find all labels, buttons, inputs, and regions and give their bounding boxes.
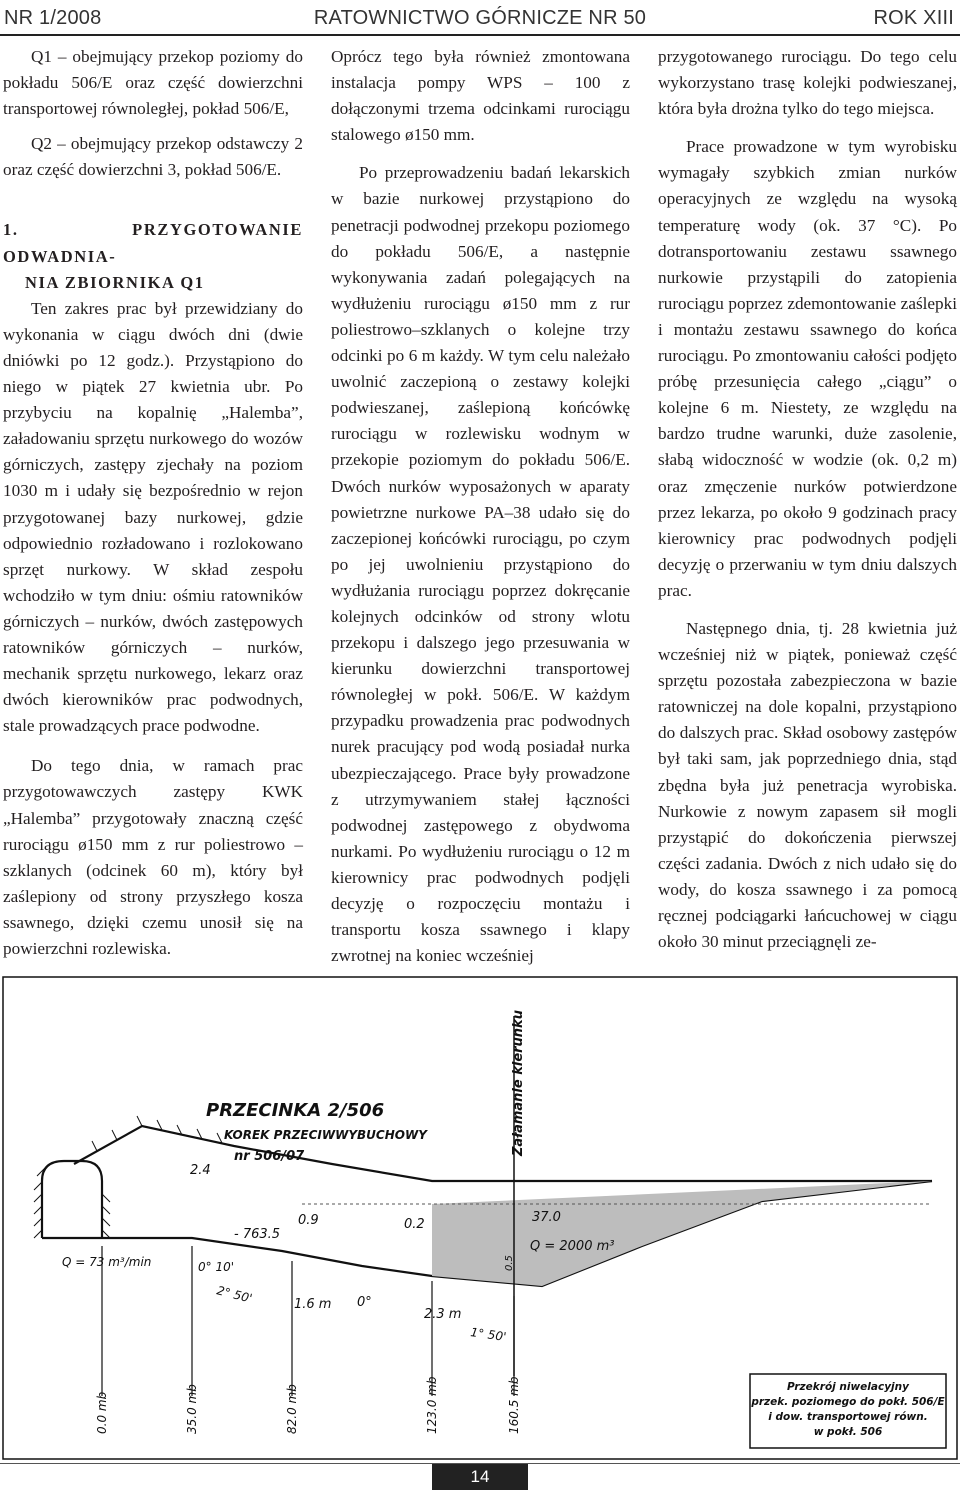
angle-zero: 0° [357, 1295, 372, 1310]
height-0-5: 0.5 [504, 1255, 515, 1271]
header-rule [0, 34, 960, 36]
angle-1-50: 1° 50' [469, 1325, 508, 1344]
flow-rate-left: Q = 73 m³/min [62, 1255, 152, 1269]
station-123-0: 123.0 mb [425, 1376, 439, 1434]
cross-section-drawing [2, 976, 958, 1460]
section-heading-line-2: NIA ZBIORNIKA Q1 [25, 272, 205, 292]
height-0-9: 0.9 [298, 1213, 319, 1228]
angle-0-10: 0° 10' [198, 1260, 235, 1274]
caption-line-3: i dow. transportowej równ. [768, 1411, 928, 1423]
section-heading [3, 217, 303, 295]
paragraph-pipeline: Do tego dnia, w ramach prac przygotowawczych zastępy KWK „Halemba” przygotowały znaczną część rurociągu ø150 mm z rur poliestrowo – szklanych (odcinek 60 m), który był zaślepiony od strony przyszłego kosza ssawnego, dzięki czemu unosił się na powierzchni rozlewiska. [3, 756, 303, 958]
paragraph-temperature: Prace prowadzone w tym wyrobisku wymagały szybkich zmian nurków operacyjnych ze względu na wysoką temperaturę wody (ok. 37 °C). Po dotransportowaniu zestawu ssawnego nurkowie przystąpili do zatopienia rurociągu poprzez zdemontowanie zaślepki i montażu zestawu ssawnego do końca rurociągu. Po zmontowaniu całości podjęto próbę przesunięcia całego „ciągu” o kolejne 6 m. Niestety, ze względu na bardzo trudne warunki, duże zasolenie, słabą widoczność w wodzie (ok. 0,2 m) oraz zmęczenie nurków potwierdzone przez lekarza, po około 9 godzinach pracy kierownicy prac podwodnych podjęli decyzję o przerwaniu w tym dniu dalszych prac. [658, 137, 957, 600]
text-column-2 [331, 44, 630, 969]
portal-hatching [34, 1168, 110, 1238]
distance-763-5: - 763.5 [234, 1227, 281, 1242]
caption-line-4: w pokł. 506 [813, 1426, 883, 1438]
tunnel-portal [42, 1161, 102, 1238]
height-0-2: 0.2 [404, 1217, 425, 1232]
paragraph-pump: Oprócz tego była również zmontowana instalacja pompy WPS – 100 z dołączonymi trzema odcinkami rurociągu stalowego ø150 mm. [331, 47, 630, 145]
distance-1-6: 1.6 m [294, 1297, 332, 1312]
angle-2-50: 2° 50' [215, 1283, 254, 1306]
caption-line-2: przek. poziomego do pokł. 506/E [751, 1396, 945, 1408]
plug-label-2: nr 506/07 [234, 1149, 305, 1164]
journal-title: RATOWNICTWO GÓRNICZE NR 50 [313, 7, 647, 29]
length-37-0: 37.0 [532, 1210, 561, 1225]
page-header [0, 0, 960, 36]
paragraph-next-day: Następnego dnia, tj. 28 kwietnia już wcześniej niż w piątek, ponieważ część sprzętu pozostała zabezpieczona w bazie ratowniczej na dole kopalni, przystąpiono do dalszych prac. Skład osobowy zastępów był taki sam, jak poprzedniego dnia, stąd zbędna była już penetracja wyrobiska. Nurkowie z nowym zapasem sił mogli przystąpić do dokończenia pierwszej części zadania. Dwóch z nich udało się do wody, do kosza ssawnego i za pomocą ręcznej podciągarki łańcuchowej w ciągu około 30 minut przeciągnęli ze- [658, 618, 957, 952]
caption-line-1: Przekrój niwelacyjny [787, 1381, 909, 1393]
paragraph-route: przygotowanego rurociągu. Do tego celu wykorzystano trasę kolejki podwieszanej, która była drożna tylko do tego miejsca. [658, 47, 957, 119]
station-0-0: 0.0 mb [95, 1391, 109, 1434]
distance-2-3: 2.3 m [424, 1307, 462, 1322]
roof-hatching [92, 1116, 222, 1151]
height-2-4: 2.4 [190, 1163, 211, 1178]
paragraph-penetration: Po przeprowadzeniu badań lekarskich w bazie nurkowej przystąpiono do penetracji podwodnej przekopu poziomego do pokładu 506/E, a następnie wykonywania zadań polegających na wydłużeniu rurociągu ø150 mm z rur poliestrowo–szklanych o kolejne trzy odcinki po 6 m każdy. W tym celu należało uwolnić zaczepioną o zestawy kolejki podwieszanej, zaślepioną końcówkę rurociągu w rozlewisku wodnym w przekopie poziomym do pokładu 506/E. Dwóch nurków wyposażonych w aparaty powietrzne nurkowe PA–38 udało się do zaczepionej końcówki rurociągu, po czym po jej uwolnieniu przystąpiono do wydłużania rurociągu poprzez dokręcanie kolejnych odcinków od strony wlotu przekopu i dalszego jego przesuwania w kierunku dowierzchni transportowej równoległej w pokł. 506/E. W każdym przypadku prowadzenia prac podwodnych nurek pracujący pod wodą posiadał nurka ubezpieczającego. Prace były prowadzone z utrzymywaniem stałej łączności podwodnej zastępowego z obydwoma nurkami. Po wydłużeniu rurociągu o 12 m kierownicy prac podwodnych podjęli decyzję o rozpoczęciu montażu i transportu kosza ssawnego i klapy zwrotnej na koniec wcześniej [331, 163, 630, 966]
volume-year: ROK XIII [873, 7, 954, 29]
figure-title: PRZECINKA 2/506 [206, 1100, 385, 1121]
issue-number: NR 1/2008 [4, 7, 102, 29]
paragraph-preparation: Ten zakres prac był przewidziany do wykonania w ciągu dwóch dni (dwie dniówki po 12 godz.). Przystąpiono do niego w piątek 27 kwietnia ubr. Po przybyciu na kopalnię „Halemba”, załadowaniu sprzętu nurkowego do wozów górniczych, zastępy zjechały na poziom 1030 m i udały się bezpośrednio w rejon przygotowanej bazy nurkowej, gdzie odpowiednio rozładowano i rozlokowano sprzęt nurkowy. W skład zespołu wchodziło w tym dniu: ośmiu ratowników górniczych – nurków, dwóch zastępowych ratowników górniczych – nurków, mechanik sprzętu nurkowego, lekarz oraz dwóch kierowników prac podwodnych, stale prowadzących prace podwodne. [3, 298, 303, 736]
paragraph-q1: Q1 – obejmujący przekop poziomy do pokładu 506/E oraz część dowierzchni transportowej równoległej, pokład 506/E, [3, 47, 303, 119]
leveling-cross-section-figure [2, 976, 958, 1460]
page-number: 14 [432, 1464, 528, 1490]
water-volume: Q = 2000 m³ [530, 1239, 615, 1254]
text-column-1 [3, 44, 303, 962]
station-160-5: 160.5 mb [507, 1376, 521, 1434]
station-35-0: 35.0 mb [185, 1384, 199, 1434]
paragraph-q2: Q2 – obejmujący przekop odstawczy 2 oraz część dowierzchni 3, pokład 506/E. [3, 134, 303, 180]
station-82-0: 82.0 mb [285, 1384, 299, 1434]
text-column-3 [658, 44, 957, 955]
direction-break-label: Załamanie kierunku [511, 1010, 526, 1156]
plug-label-1: KOREK PRZECIWWYBUCHOWY [224, 1128, 427, 1142]
section-heading-line-1: 1. PRZYGOTOWANIE ODWADNIA- [3, 220, 303, 266]
